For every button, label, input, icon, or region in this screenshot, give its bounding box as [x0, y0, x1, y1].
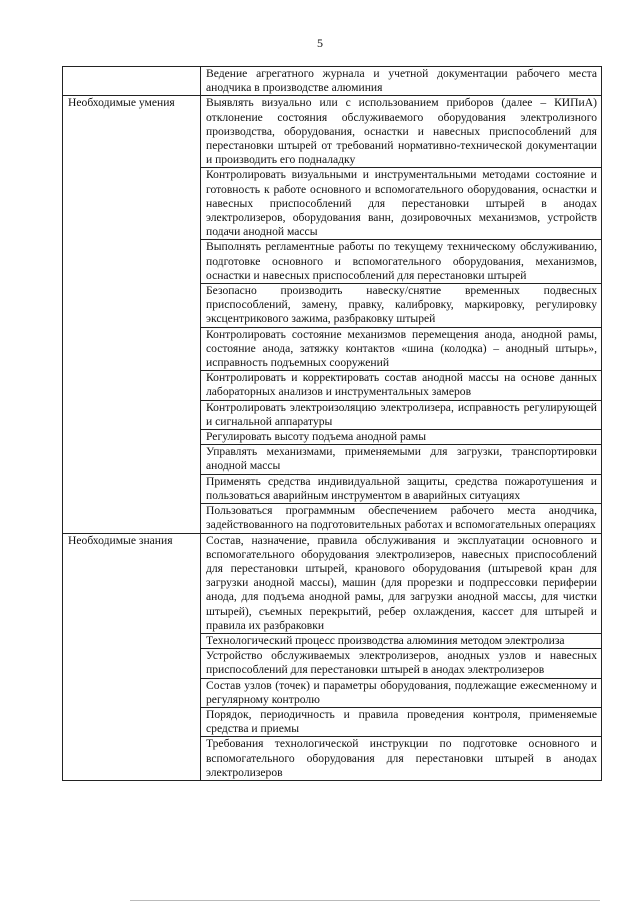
- table-row: [63, 533, 602, 633]
- skill-item: Пользоваться программным обеспечением рабочего места анодчика, задействованного на подготовительных работах и вспомогательных операциях: [201, 504, 602, 533]
- scan-edge-line: [130, 900, 600, 901]
- row-label-empty: [63, 67, 201, 96]
- knowledge-item: Состав, назначение, правила обслуживания и эксплуатации основного и вспомогательного оборудования электролизеров, навесных приспособлений для перестановки штырей, кранового оборудования (штыревой кран для загрузки анодной массы), машин (для прорезки и подпрессовки периферии анода, для подъема анодной рамы, для загрузки анодной массы, для чистки штырей), съемных перекрытий, ребер охлаждения, кассет для штырей и правила их разбраковки: [201, 533, 602, 633]
- table-row: [63, 67, 602, 96]
- skill-item: Выявлять визуально или с использованием приборов (далее – КИПиА) отклонение состояния обслуживаемого оборудования электролизного производства, оборудования, оснастки и навесных приспособлений для перестановки штырей от требований нормативно-технической документации и производить его подналадку: [201, 96, 602, 168]
- skill-item: Управлять механизмами, применяемыми для загрузки, транспортировки анодной массы: [201, 445, 602, 474]
- skill-item: Безопасно производить навеску/снятие временных подвесных приспособлений, замену, правку, калибровку, маркировку, регулировку эксцентрикового зажима, разбраковку штырей: [201, 284, 602, 328]
- skill-item: Контролировать электроизоляцию электролизера, исправность регулирующей и сигнальной аппаратуры: [201, 400, 602, 429]
- knowledge-item: Состав узлов (точек) и параметры оборудования, подлежащие ежесменному и регулярному контролю: [201, 678, 602, 707]
- knowledge-item: Требования технологической инструкции по подготовке основного и вспомогательного оборудования для перестановки штырей в анодах электролизеров: [201, 737, 602, 781]
- knowledge-item: Порядок, периодичность и правила проведения контроля, применяемые средства и приемы: [201, 707, 602, 736]
- skill-item: Регулировать высоту подъема анодной рамы: [201, 430, 602, 445]
- table-cell: Ведение агрегатного журнала и учетной документации рабочего места анодчика в производстве алюминия: [201, 67, 602, 96]
- skill-item: Выполнять регламентные работы по текущему техническому обслуживанию, подготовке основного и вспомогательного оборудования, механизмов, оснастки и навесных приспособлений для перестановки штырей: [201, 240, 602, 284]
- table-row: [63, 96, 602, 168]
- knowledge-item: Устройство обслуживаемых электролизеров, анодных узлов и навесных приспособлений для перестановки штырей в анодах электролизеров: [201, 649, 602, 678]
- knowledge-item: Технологический процесс производства алюминия методом электролиза: [201, 633, 602, 648]
- skill-item: Контролировать и корректировать состав анодной массы на основе данных лабораторных анализов и инструментальных замеров: [201, 371, 602, 400]
- skill-item: Применять средства индивидуальной защиты, средства пожаротушения и пользоваться аварийным инструментом в аварийных ситуациях: [201, 474, 602, 503]
- competency-table: [62, 66, 602, 781]
- row-label-knowledge: Необходимые знания: [63, 533, 201, 780]
- skill-item: Контролировать визуальными и инструментальными методами состояние и готовность к работе основного и вспомогательного оборудования, оснастки и навесных приспособлений для перестановки штырей в анодах электролизеров, оборудования ванн, дозировочных механизмов, устройств подачи анодной массы: [201, 168, 602, 240]
- skill-item: Контролировать состояние механизмов перемещения анода, анодной рамы, состояние анода, затяжку контактов «шина (колодка) – анодный штырь», исправность подъемных сооружений: [201, 327, 602, 371]
- page-number: 5: [317, 36, 323, 50]
- row-label-skills: Необходимые умения: [63, 96, 201, 533]
